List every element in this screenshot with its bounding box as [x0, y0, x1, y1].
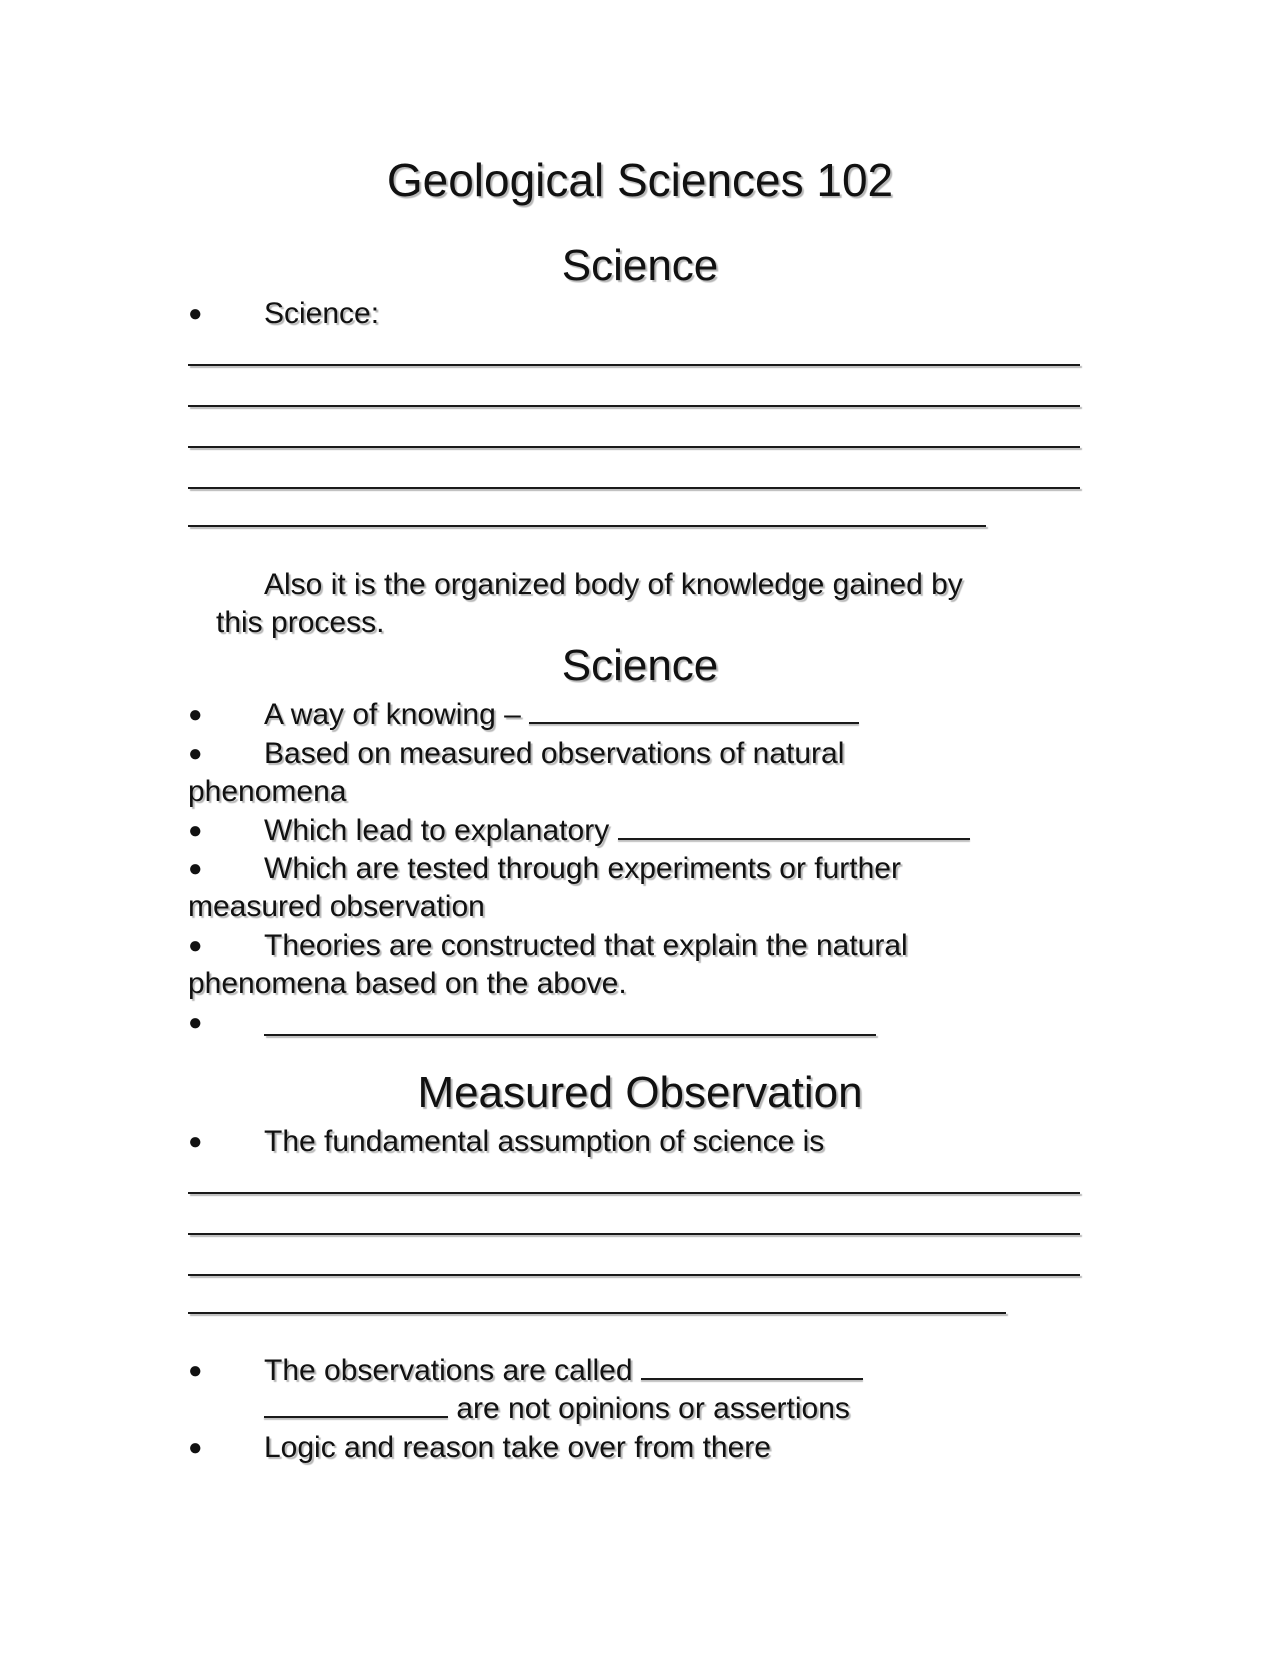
bullet-text: Which are tested through experiments or further [264, 852, 901, 885]
document-title: Geological Sciences 102 [386, 154, 894, 206]
section-heading-measured-observation: Measured Observation [417, 1068, 863, 1117]
bullet-text-continued: measured observation [188, 890, 485, 923]
fill-in-blank-line [264, 1034, 876, 1036]
fill-in-blank-line [188, 1233, 1080, 1235]
fill-in-blank [529, 721, 859, 724]
fill-in-blank [264, 1415, 448, 1418]
bullet-icon: ● [188, 1128, 203, 1155]
bullet-text: The fundamental assumption of science is [264, 1125, 825, 1158]
section-heading-science: Science [561, 241, 719, 290]
bullet-explanatory [264, 812, 970, 850]
fill-in-blank-line [188, 446, 1080, 448]
bullet-observations-called [264, 1352, 863, 1390]
bullet-icon: ● [188, 740, 203, 767]
section-heading-science-2: Science [561, 641, 719, 690]
fill-in-blank-line [188, 525, 986, 527]
bullet-icon: ● [188, 300, 203, 327]
bullet-icon: ● [188, 1009, 203, 1036]
bullet-icon: ● [188, 1357, 203, 1384]
bullet-text: Theories are constructed that explain the natural [264, 929, 908, 962]
bullet-text: Which lead to explanatory [264, 814, 610, 847]
bullet-icon: ● [188, 855, 203, 882]
fill-in-blank-line [188, 405, 1080, 407]
bullet-way-of-knowing [264, 696, 859, 734]
paragraph-line: this process. [216, 606, 385, 639]
bullet-text-continued: are not opinions or assertions [456, 1392, 850, 1425]
fill-in-blank-line [188, 1192, 1080, 1194]
fill-in-blank [618, 837, 970, 840]
bullet-icon: ● [188, 701, 203, 728]
bullet-observations-continued [264, 1390, 850, 1428]
bullet-icon: ● [188, 817, 203, 844]
fill-in-blank-line [188, 1312, 1006, 1314]
fill-in-blank-line [188, 1274, 1080, 1276]
fill-in-blank [641, 1377, 863, 1380]
bullet-science-label: Science: [264, 297, 380, 330]
bullet-text-continued: phenomena based on the above. [188, 967, 627, 1000]
fill-in-blank-line [188, 364, 1080, 366]
paragraph-line: Also it is the organized body of knowledge gained by [264, 568, 963, 601]
bullet-text-continued: phenomena [188, 775, 347, 808]
bullet-text: The observations are called [264, 1354, 633, 1387]
fill-in-blank-line [188, 487, 1080, 489]
bullet-text: Logic and reason take over from there [264, 1431, 771, 1464]
bullet-text: Based on measured observations of natural [264, 737, 845, 770]
bullet-text: A way of knowing – [264, 698, 521, 731]
bullet-icon: ● [188, 1434, 203, 1461]
bullet-icon: ● [188, 932, 203, 959]
